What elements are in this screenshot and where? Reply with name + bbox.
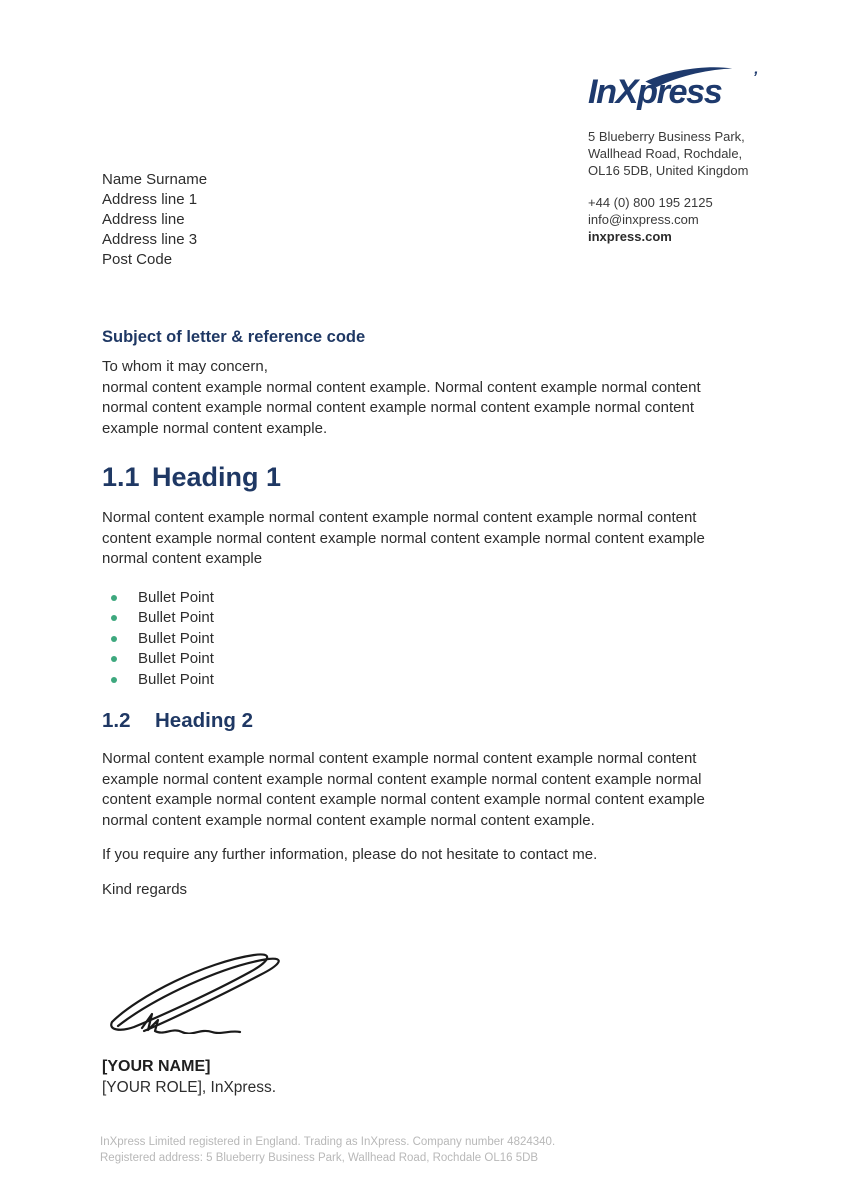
bullet-item <box>102 649 748 670</box>
inxpress-logo <box>588 62 788 114</box>
recipient-line: Post Code <box>102 251 173 268</box>
letter-body <box>102 326 748 1098</box>
bullet-label: Bullet Point <box>138 588 214 606</box>
signoff: Kind regards <box>102 880 188 898</box>
bullet-item <box>102 629 748 650</box>
bullet-dot-icon <box>111 636 117 642</box>
recipient-line: Address line 1 <box>102 191 198 208</box>
bullet-dot-icon <box>111 677 117 683</box>
bullet-item <box>102 670 748 691</box>
section-title: Heading 2 <box>155 709 253 732</box>
bullet-label: Bullet Point <box>138 650 214 667</box>
inxpress-logo-graphic <box>588 62 773 114</box>
footer-line: InXpress Limited registered in England. Trading as InXpress. Company number 4824340. <box>100 1136 556 1148</box>
recipient-address <box>102 170 207 270</box>
section-heading-2 <box>102 708 748 734</box>
footer-line: Registered address: 5 Blueberry Business Park, Wallhead Road, Rochdale OL16 5DB <box>100 1152 539 1164</box>
bullet-item <box>102 608 748 629</box>
section-number: 1.1 <box>102 462 140 492</box>
signature-role: [YOUR ROLE], InXpress. <box>102 1079 276 1096</box>
signature-name: [YOUR NAME] <box>102 1058 211 1075</box>
company-phone: +44 (0) 800 195 2125 <box>588 195 713 210</box>
section-title: Heading 1 <box>152 462 282 492</box>
bullet-label: Bullet Point <box>138 629 214 647</box>
company-email: info@inxpress.com <box>588 212 699 227</box>
section-1-paragraph: Normal content example normal content example normal content example normal content content example normal content example normal content example normal content example normal content example <box>102 509 705 567</box>
company-website: inxpress.com <box>588 229 672 244</box>
company-address-line: Wallhead Road, Rochdale, <box>588 146 743 161</box>
logo-registered-mark: ’ <box>752 69 758 87</box>
bullet-dot-icon <box>111 656 117 662</box>
salutation: To whom it may concern, <box>102 358 268 375</box>
company-address <box>588 128 788 179</box>
letterhead-block <box>588 62 788 245</box>
bullet-dot-icon <box>111 595 117 601</box>
section-heading-1 <box>102 461 748 493</box>
company-contact <box>588 194 788 245</box>
bullet-dot-icon <box>111 615 117 621</box>
legal-footer <box>100 1134 555 1166</box>
company-address-line: 5 Blueberry Business Park, <box>588 129 745 144</box>
section-number: 1.2 <box>102 709 131 732</box>
section-2-paragraph: Normal content example normal content example normal content example normal content example normal content example normal content example normal content example normal content example normal content example normal content example normal content example normal content example normal content example normal content example. <box>102 750 705 829</box>
bullet-item <box>102 588 748 609</box>
subject-line: Subject of letter & reference code <box>102 328 366 346</box>
bullet-label: Bullet Point <box>138 670 214 688</box>
recipient-line: Address line 3 <box>102 231 198 248</box>
signature-block <box>102 946 748 1034</box>
company-address-line: OL16 5DB, United Kingdom <box>588 163 749 178</box>
bullet-list <box>102 588 748 691</box>
recipient-line: Name Surname <box>102 171 208 188</box>
intro-paragraph <box>102 357 748 439</box>
logo-text: InXpress <box>588 72 722 111</box>
signature-image <box>102 946 302 1034</box>
bullet-label: Bullet Point <box>138 609 214 626</box>
closing-line: If you require any further information, please do not hesitate to contact me. <box>102 846 598 863</box>
intro-text: normal content example normal content example. Normal content example normal content normal content example normal content example normal content example normal content example normal content example. <box>102 378 701 437</box>
recipient-line: Address line <box>102 211 185 228</box>
